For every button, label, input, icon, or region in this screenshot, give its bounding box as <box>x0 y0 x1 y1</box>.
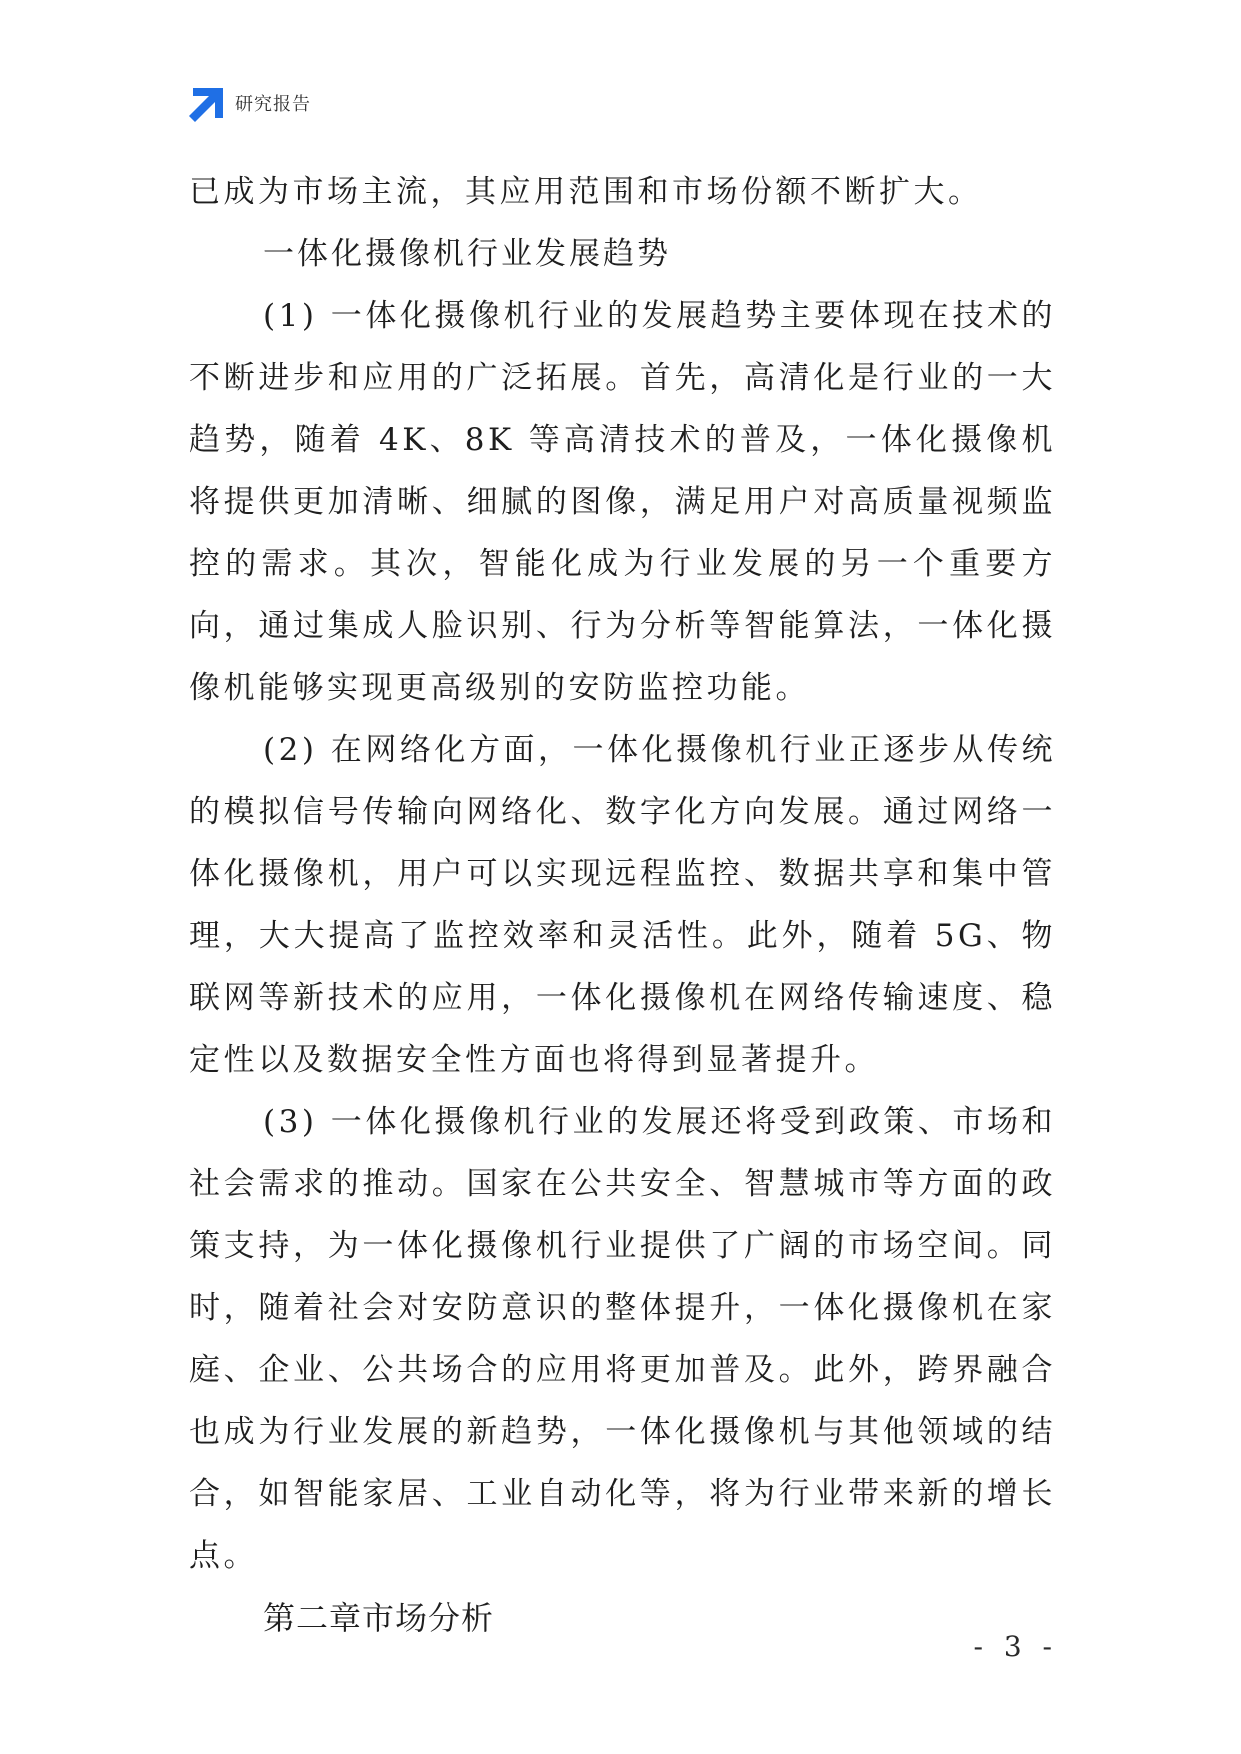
paragraph-1: (1) 一体化摄像机行业的发展趋势主要体现在技术的不断进步和应用的广泛拓展。首先，高清化是行业的一大趋势，随着 4K、8K 等高清技术的普及，一体化摄像机将提供更加清晰、细腻的图像，满足用户对高质量视频监控的需求。其次，智能化成为行业发展的另一个重要方向，通过集成人脸识别、行为分析等智能算法，一体化摄像机能够实现更高级别的安防监控功能。 <box>189 298 1056 706</box>
chapter-heading: 第二章市场分析 <box>263 1599 495 1637</box>
page-number: - 3 - <box>973 1630 1058 1663</box>
continuation-text: 已成为市场主流，其应用范围和市场份额不断扩大。 <box>189 174 983 210</box>
arrow-up-right-logo-icon <box>189 88 223 122</box>
paragraph-2: (2) 在网络化方面，一体化摄像机行业正逐步从传统的模拟信号传输向网络化、数字化方向发展。通过网络一体化摄像机，用户可以实现远程监控、数据共享和集中管理，大大提高了监控效率和灵活性。此外，随着 5G、物联网等新技术的应用，一体化摄像机在网络传输速度、稳定性以及数据安全性方面也将得到显著提升。 <box>189 732 1056 1078</box>
header-title: 研究报告 <box>235 94 311 115</box>
section-heading: 一体化摄像机行业发展趋势 <box>263 236 671 272</box>
document-body <box>189 161 1056 1649</box>
page-header <box>189 88 311 122</box>
paragraph-3: (3) 一体化摄像机行业的发展还将受到政策、市场和社会需求的推动。国家在公共安全、智慧城市等方面的政策支持，为一体化摄像机行业提供了广阔的市场空间。同时，随着社会对安防意识的整体提升，一体化摄像机在家庭、企业、公共场合的应用将更加普及。此外，跨界融合也成为行业发展的新趋势，一体化摄像机与其他领域的结合，如智能家居、工业自动化等，将为行业带来新的增长点。 <box>189 1104 1056 1574</box>
